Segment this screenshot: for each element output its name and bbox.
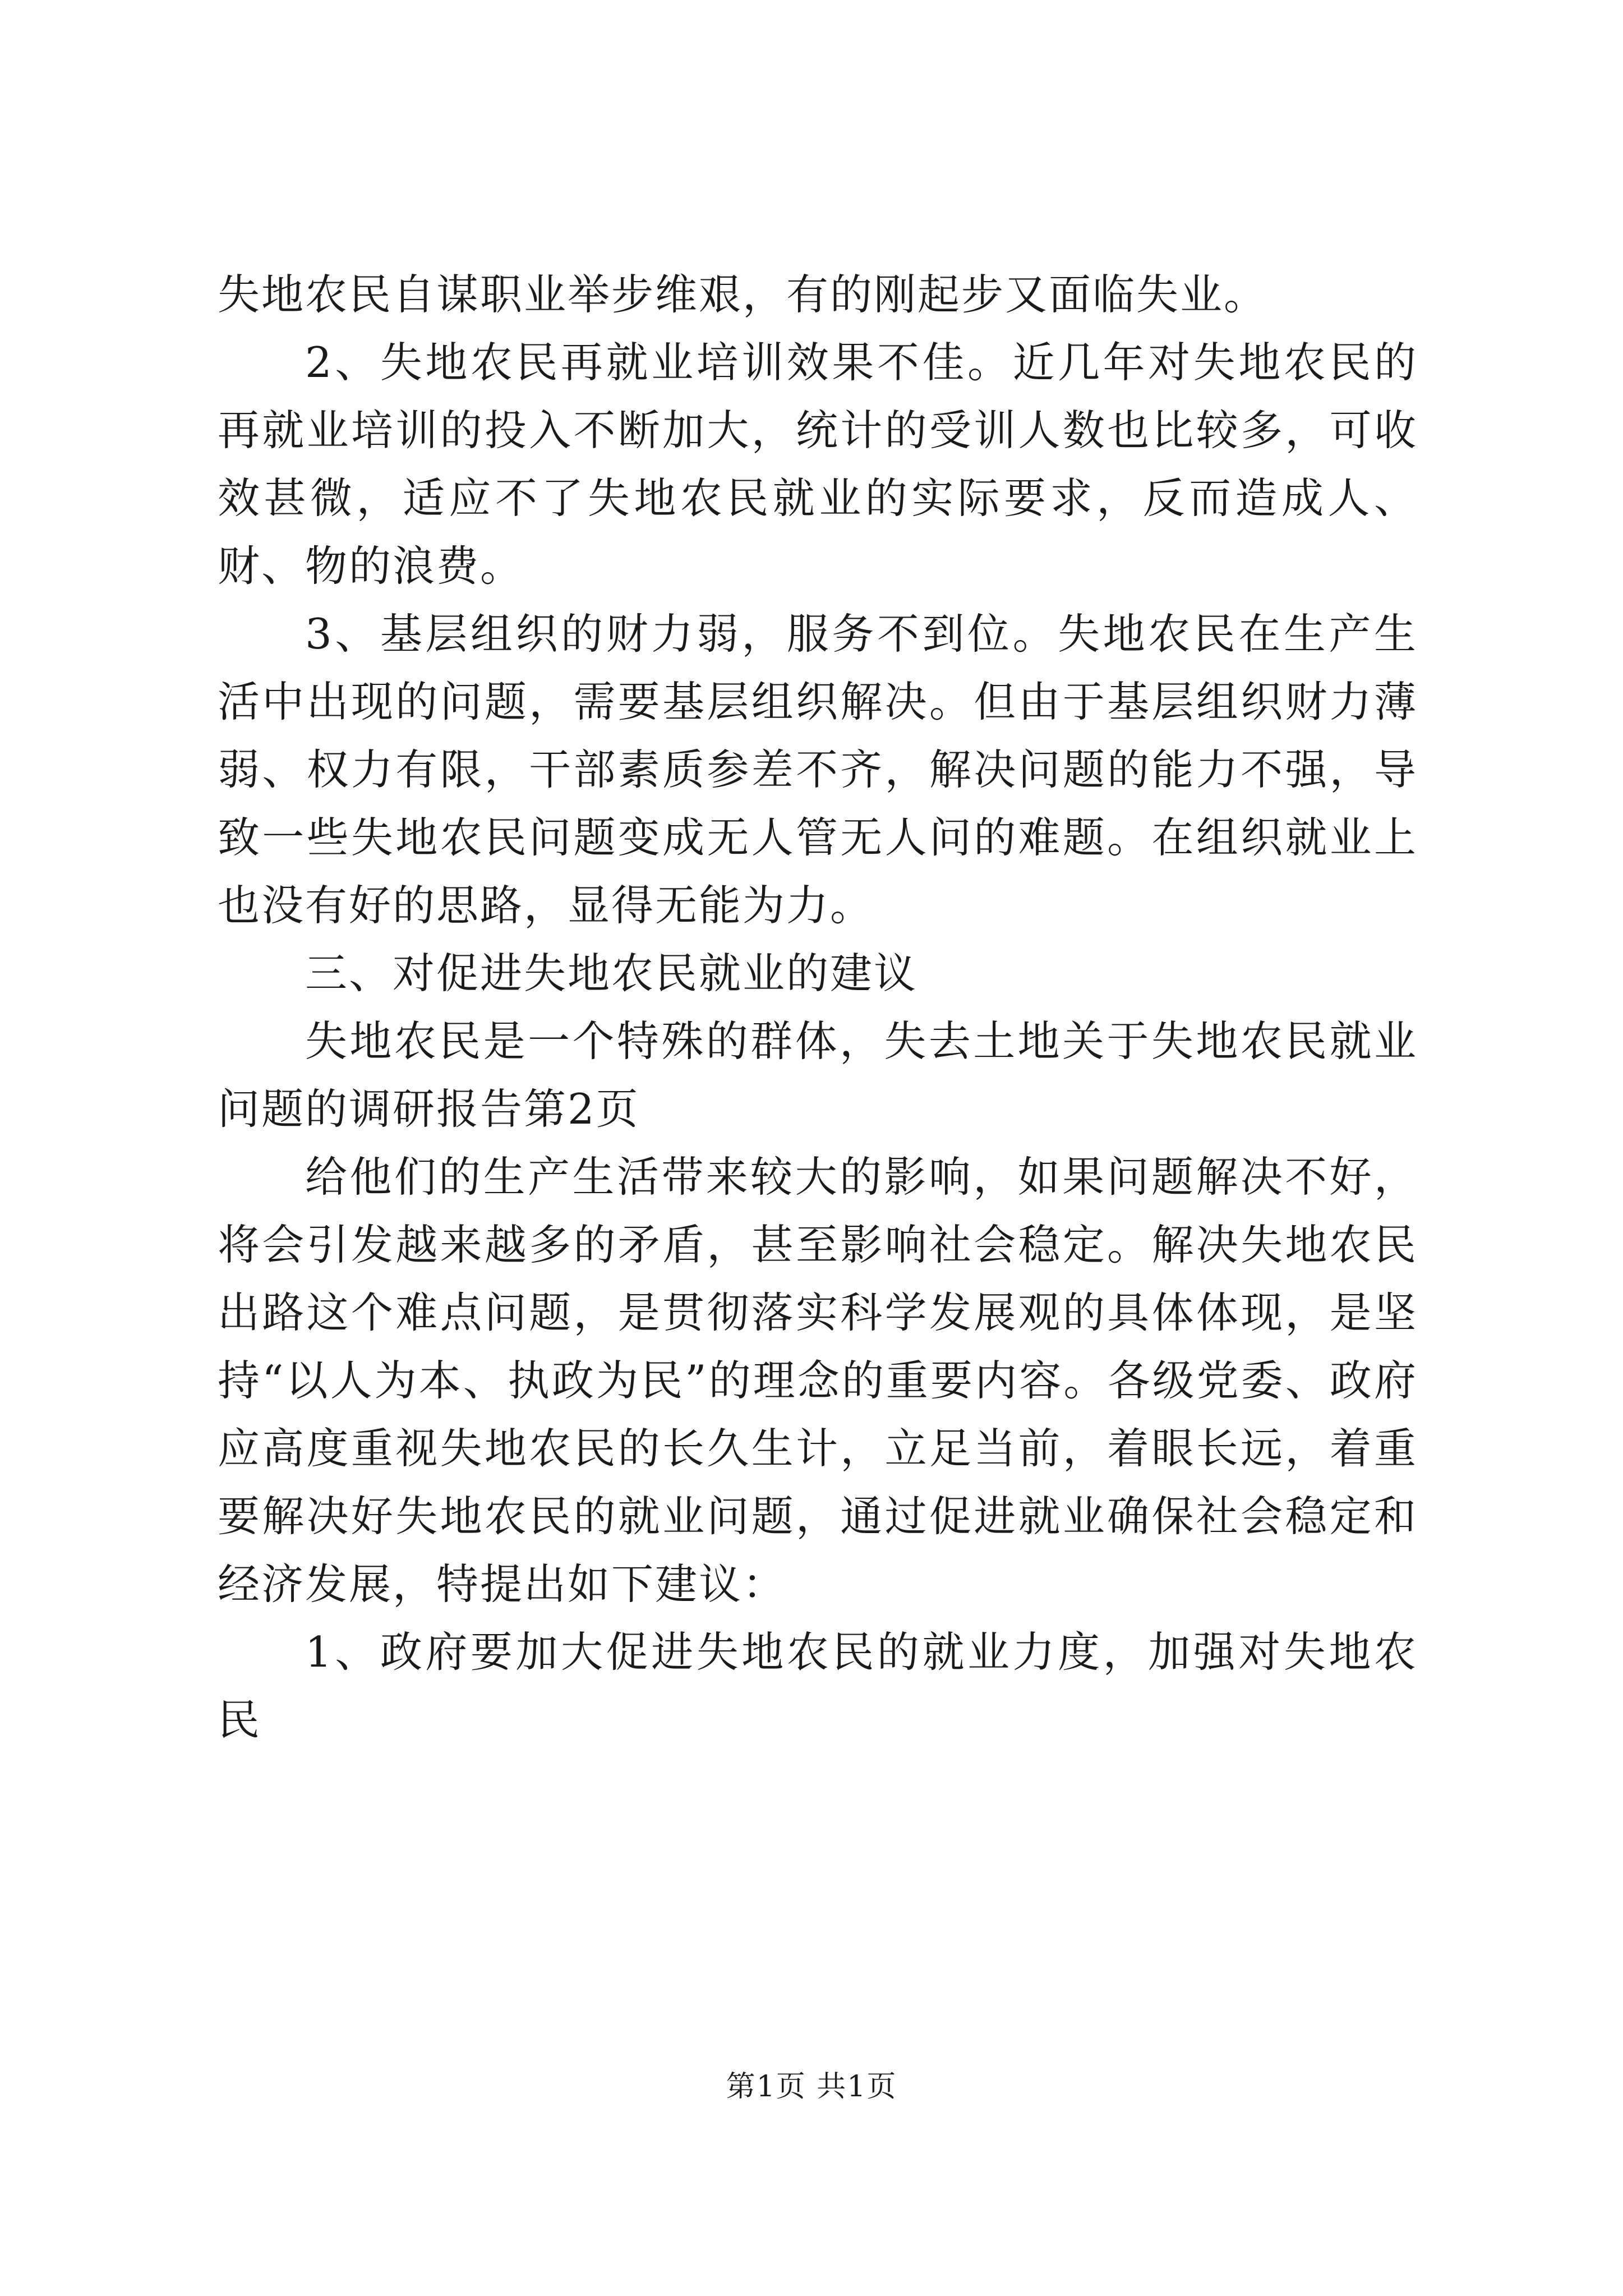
paragraph-3: 3、基层组织的财力弱，服务不到位。失地农民在生产生活中出现的问题，需要基层组织解决。但由于基层组织财力薄弱、权力有限，干部素质参差不齐，解决问题的能力不强，导致一些失地农民问题变成无人管无人问的难题。在组织就业上也没有好的思路，显得无能为力。 xyxy=(218,609,1418,930)
page-footer: 第1页 共1页 xyxy=(726,2070,897,2104)
paragraph-2: 2、失地农民再就业培训效果不佳。近几年对失地农民的再就业培训的投入不断加大，统计的受训人数也比较多，可收效甚微，适应不了失地农民就业的实际要求，反而造成人、财、物的浪费。 xyxy=(218,338,1418,591)
document-body xyxy=(218,261,1418,1754)
paragraph-4: 失地农民是一个特殊的群体，失去土地关于失地农民就业问题的调研报告第2页 xyxy=(218,1016,1418,1134)
paragraph-5: 给他们的生产生活带来较大的影响，如果问题解决不好，将会引发越来越多的矛盾，甚至影响社会稳定。解决失地农民出路这个难点问题，是贯彻落实科学发展观的具体体现，是坚持“以人为本、执政为民”的理念的重要内容。各级党委、政府应高度重视失地农民的长久生计，立足当前，着眼长远，着重要解决好失地农民的就业问题，通过促进就业确保社会稳定和经济发展，特提出如下建议： xyxy=(218,1152,1418,1609)
section-heading: 三、对促进失地农民就业的建议 xyxy=(305,949,918,998)
paragraph-6: 1、政府要加大促进失地农民的就业力度，加强对失地农民 xyxy=(218,1627,1418,1745)
paragraph-1: 失地农民自谋职业举步维艰，有的刚起步又面临失业。 xyxy=(218,270,1268,319)
